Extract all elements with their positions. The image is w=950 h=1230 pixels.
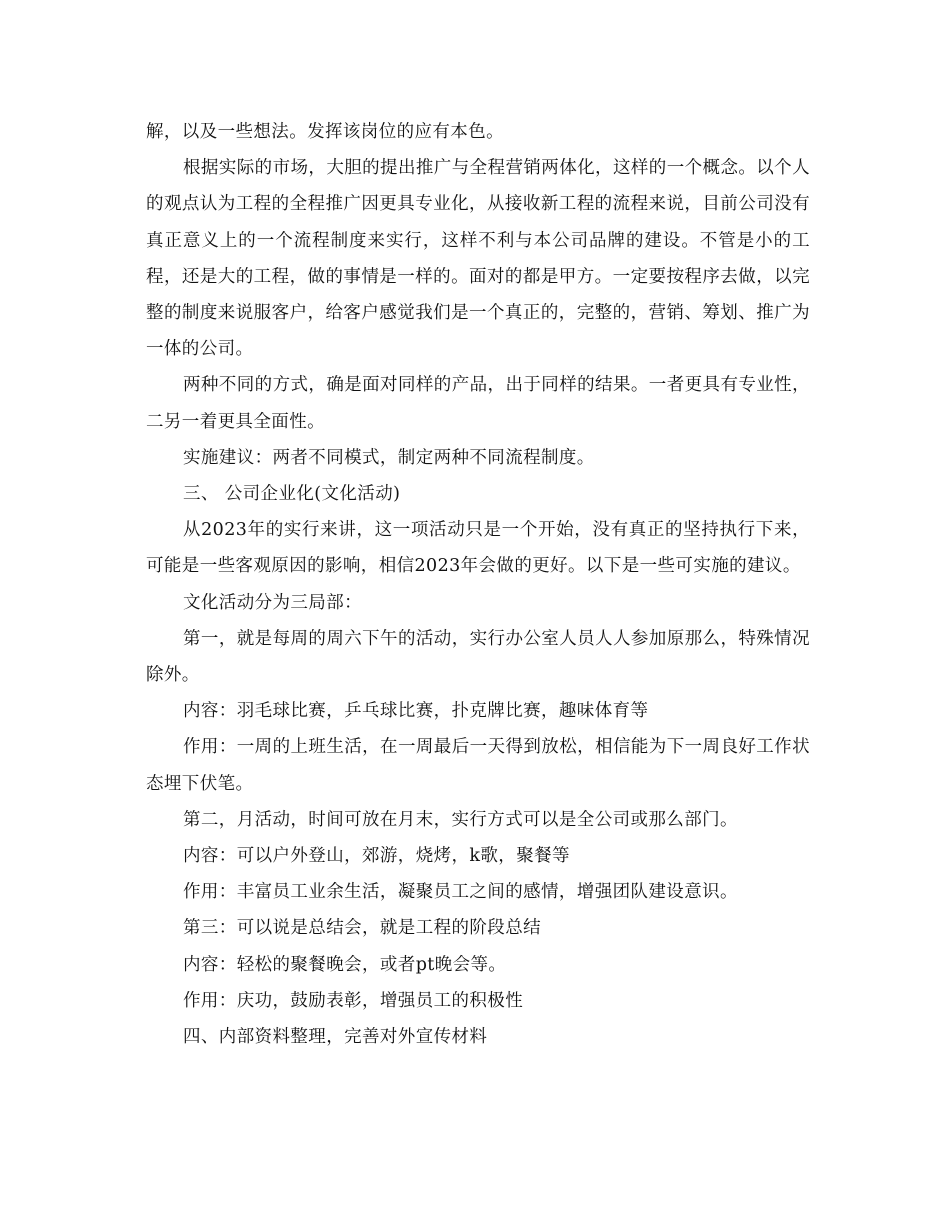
document-page bbox=[146, 114, 810, 1055]
paragraph-implementation-advice: 实施建议：两者不同模式，制定两种不同流程制度。 bbox=[183, 447, 595, 468]
paragraph-monthly-effect: 作用：丰富员工业余生活，凝聚员工之间的感情，增强团队建设意识。 bbox=[183, 882, 738, 903]
paragraph-monthly-activity: 第二，月活动，时间可放在月末，实行方式可以是全公司或那么部门。 bbox=[183, 809, 738, 830]
paragraph-three-parts: 文化活动分为三局部： bbox=[183, 592, 362, 613]
paragraph-summary-meeting: 第三：可以说是总结会，就是工程的阶段总结 bbox=[183, 918, 541, 939]
paragraph-continuation: 解，以及一些想法。发挥该岗位的应有本色。 bbox=[146, 122, 504, 142]
paragraph-market-strategy: 根据实际的市场，大胆的提出推广与全程营销两体化，这样的一个概念。以个人的观点认为工程的全程推广因更具专业化，从接收新工程的流程来说，目前公司没有真正意义上的一个流程制度来实行，这样不利与本公司品牌的建设。不管是小的工程，还是大的工程，做的事情是一样的。面对的都是甲方。一定要按程序去做，以完整的制度来说服客户，给客户感觉我们是一个真正的，完整的，营销、筹划、推广为一体的公司。 bbox=[146, 158, 810, 360]
paragraph-weekly-content: 内容：羽毛球比赛，乒乓球比赛，扑克牌比赛，趣味体育等 bbox=[183, 701, 649, 722]
paragraph-two-approaches: 两种不同的方式，确是面对同样的产品，出于同样的结果。一者更具有专业性，二另一着更具全面性。 bbox=[146, 375, 810, 432]
paragraph-summary-effect: 作用：庆功，鼓励表彰，增强员工的积极性 bbox=[183, 990, 524, 1011]
paragraph-weekly-effect: 作用：一周的上班生活，在一周最后一天得到放松，相信能为下一周良好工作状态埋下伏笔。 bbox=[146, 737, 810, 794]
section-heading-4: 四、内部资料整理，完善对外宣传材料 bbox=[183, 1027, 488, 1048]
section-heading-3: 三、 公司企业化(文化活动) bbox=[183, 484, 401, 505]
paragraph-weekly-activity: 第一，就是每周的周六下午的活动，实行办公室人员人人参加原那么，特殊情况除外。 bbox=[146, 628, 810, 686]
paragraph-summary-content: 内容：轻松的聚餐晚会，或者pt晚会等。 bbox=[183, 954, 507, 975]
paragraph-monthly-content: 内容：可以户外登山，郊游，烧烤，k歌，聚餐等 bbox=[183, 846, 570, 867]
paragraph-activity-intro: 从2023年的实行来讲，这一项活动只是一个开始，没有真正的坚持执行下来，可能是一些客观原因的影响，相信2023年会做的更好。以下是一些可实施的建议。 bbox=[146, 520, 810, 577]
